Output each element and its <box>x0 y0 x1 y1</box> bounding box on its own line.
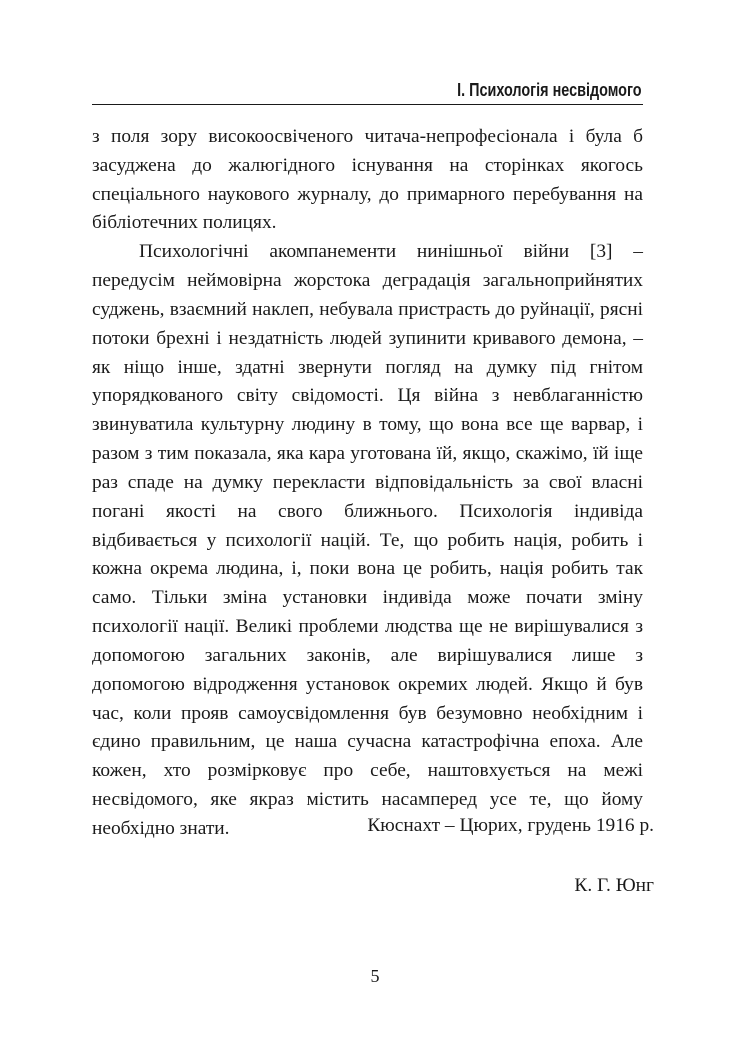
paragraph: Психологічні акомпанементи нинішньої війни [3] – передусім неймовірна жорстока деградація загальноприйнятих суджень, взаємний наклеп, небувала пристрасть до руйнації, рясні потоки брехні і нездатність людей зупинити кривавого демона, – як ніщо інше, здатні звернути погляд на думку під гнітом упорядкованого світу свідомості. Ця війна з невблаганністю звинуватила культурну людину в тому, що вона все ще варвар, і разом з тим показала, яка кара уготована їй, якщо, скажімо, їй іще раз спаде на думку перекласти відповідальність за свої власні погані якості на свого ближнього. Психологія індивіда відбивається у психології націй. Те, що робить нація, робить і кожна окрема людина, і, поки вона це робить, нація робить так само. Тільки зміна установки індивіда може почати зміну психології нації. Великі проблеми людства ще не вирішувалися з допомогою загальних законів, але вирішувалися лише з допомогою відродження установок окремих людей. Якщо й був час, коли прояв самоусвідомлення був безумовно необхідним і єдино правильним, це наша сучасна катастрофічна епоха. Але кожен, хто розмірковує про себе, наштовхується на межі несвідомого, яке якраз містить насамперед усе те, що йому необхідно знати. <box>92 241 643 839</box>
author-signature: К. Г. Юнг <box>574 875 654 896</box>
body-text <box>92 123 643 844</box>
place-date-line: Кюснахт – Цюрих, грудень 1916 р. <box>367 815 654 836</box>
page-number: 5 <box>370 966 380 986</box>
paragraph: з поля зору високоосвіченого читача-непрофесіонала і була б засуджена до жалюгідного існування на сторінках якогось спеціального наукового журналу, до примарного перебування на бібліотечних полицях. <box>92 126 643 234</box>
header-divider <box>92 104 643 105</box>
running-head-title: I. Психологія несвідомого <box>457 80 642 100</box>
